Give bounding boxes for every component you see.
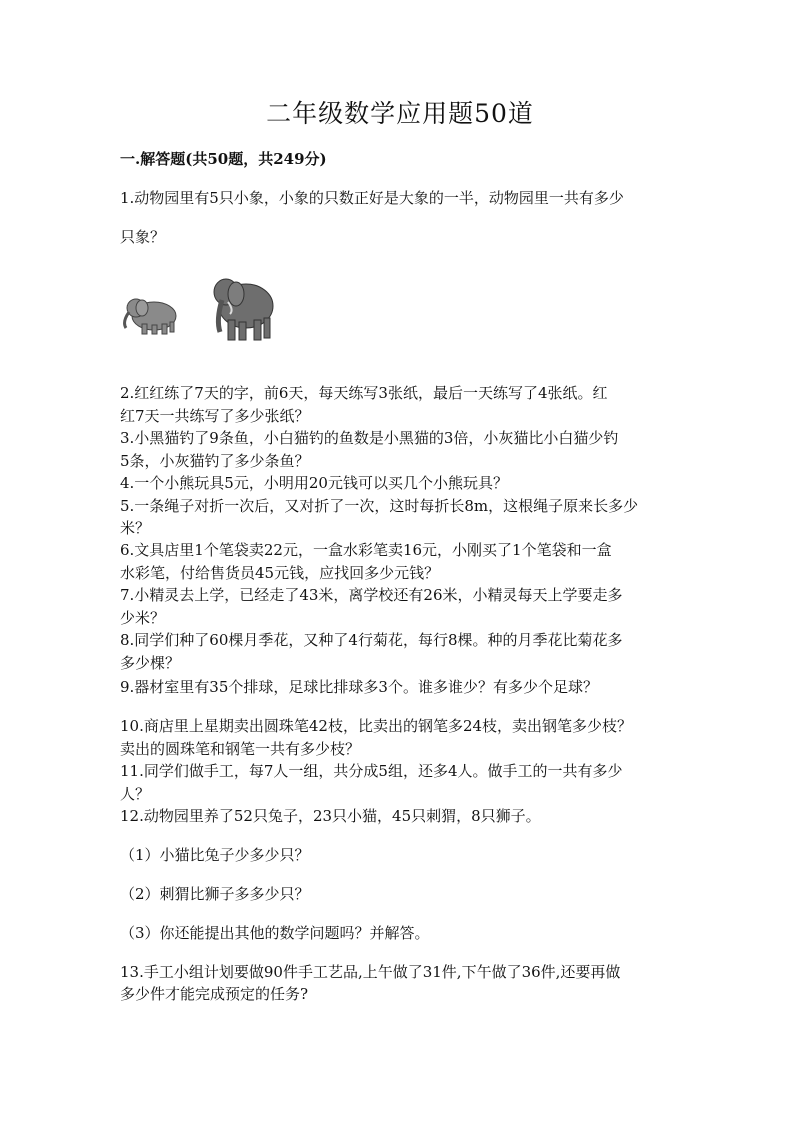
problem-13-line-1: 13.手工小组计划要做90件手工艺品,上午做了31件,下午做了36件,还要再做 — [120, 963, 621, 981]
problem-6-line-1: 6.文具店里1个笔袋卖22元，一盒水彩笔卖16元，小刚买了1个笔袋和一盒 — [120, 541, 612, 559]
large-elephant-picture — [214, 279, 273, 340]
problem-11-line-1: 11.同学们做手工，每7人一组，共分成5组，还多4人。做手工的一共有多少 — [120, 762, 623, 780]
problem-8-line-1: 8.同学们种了60棵月季花，又种了4行菊花，每行8棵。种的月季花比菊花多 — [120, 631, 623, 649]
problem-13-line-2: 多少件才能完成预定的任务? — [120, 985, 309, 1003]
problem-2-line-1: 2.红红练了7天的字，前6天，每天练写3张纸，最后一天练写了4张纸。红 — [120, 384, 608, 402]
problem-6-line-2: 水彩笔，付给售货员45元钱，应找回多少元钱？ — [120, 564, 440, 582]
problem-9-line-1: 9.器材室里有35个排球，足球比排球多3个。谁多谁少？有多少个足球？ — [120, 678, 598, 696]
problem-5-line-2: 米？ — [120, 519, 151, 537]
problem-11-line-2: 人？ — [120, 785, 151, 803]
problem-3-line-1: 3.小黑猫钓了9条鱼，小白猫钓的鱼数是小黑猫的3倍，小灰猫比小白猫少钓 — [120, 429, 619, 447]
problem-12-subquestion-3: （3）你还能提出其他的数学问题吗？并解答。 — [120, 924, 430, 942]
problem-10-line-2: 卖出的圆珠笔和钢笔一共有多少枝？ — [120, 740, 361, 758]
problem-12-subquestion-2: （2）刺猬比狮子多多少只？ — [120, 885, 310, 903]
problem-3-line-2: 5条，小灰猫钓了多少条鱼？ — [120, 452, 310, 470]
problem-12-subquestion-1: （1）小猫比兔子少多少只？ — [120, 846, 310, 864]
problem-7-line-1: 7.小精灵去上学，已经走了43米，离学校还有26米，小精灵每天上学要走多 — [120, 586, 623, 604]
problem-7-line-2: 少米？ — [120, 609, 166, 627]
small-elephant-picture — [125, 299, 176, 334]
problem-2-line-2: 红7天一共练写了多少张纸？ — [120, 407, 310, 425]
problem-12-line-1: 12.动物园里养了52只兔子，23只小猫，45只刺猬，8只狮子。 — [120, 807, 541, 825]
problem-4-line-1: 4.一个小熊玩具5元，小明用20元钱可以买几个小熊玩具？ — [120, 474, 508, 492]
problem-10-line-1: 10.商店里上星期卖出圆珠笔42枝，比卖出的钢笔多24枝，卖出钢笔多少枝？ — [120, 717, 633, 735]
elephants-illustration — [118, 270, 288, 345]
worksheet-title: 二年级数学应用题50道 — [266, 99, 534, 128]
problem-1-line-1: 1.动物园里有5只小象，小象的只数正好是大象的一半，动物园里一共有多少 — [120, 189, 624, 207]
problem-1-line-2: 只象？ — [120, 228, 166, 246]
problem-8-line-2: 多少棵？ — [120, 654, 181, 672]
section-heading: 一.解答题(共50题，共249分) — [120, 150, 327, 168]
problem-5-line-1: 5.一条绳子对折一次后，又对折了一次，这时每折长8m，这根绳子原来长多少 — [120, 497, 639, 515]
